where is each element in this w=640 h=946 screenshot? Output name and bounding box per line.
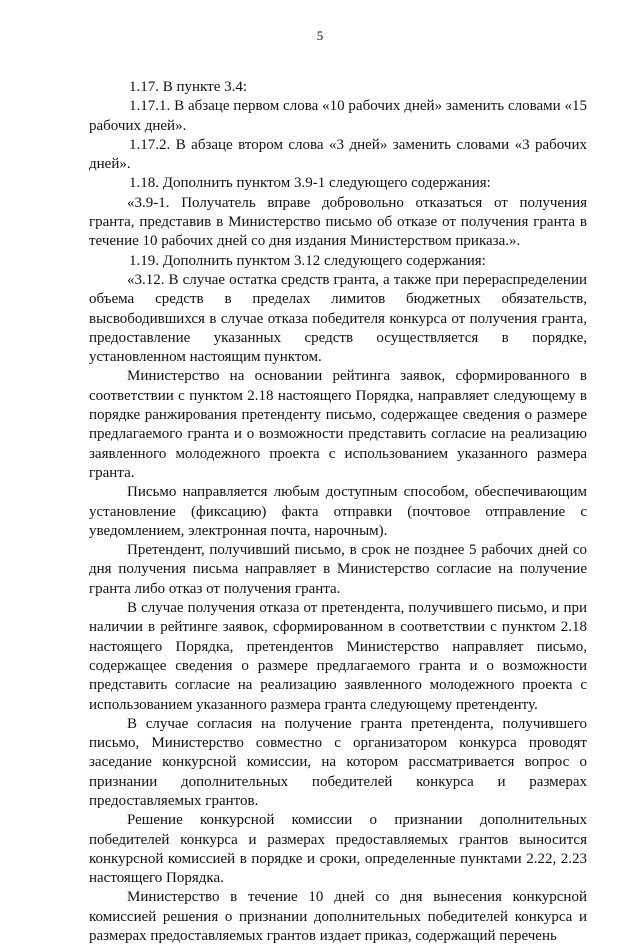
paragraph-ministry-letter: Министерство на основании рейтинга заявок, сформированного в соответствии с пунктом 2.18 настоящего Порядка, направляет следующему в порядке ранжирования претенденту письмо, содержащее сведения о размере предлагаемого гранта и о возможности представить согласие на реализацию заявленного молодежного проекта с использованием указанного размера гранта. bbox=[89, 368, 587, 481]
paragraph-3-12-text: «3.12. В случае остатка средств гранта, а также при перераспределении объема средств в пределах лимитов бюджетных обязательств, высвободившихся в случае отказа победителя конкурса от получения гранта, предоставление указанных средств осуществляется в порядке, установленном настоящим пунктом. bbox=[89, 271, 587, 366]
paragraph-refusal-case: В случае получения отказа от претендента, получившего письмо, и при наличии в рейтинге заявок, сформированном в соответствии с пунктом 2.18 настоящего Порядка, претендентов Министерство направляет письмо, содержащее сведения о размере предлагаемого гранта и о возможности представить согласие на реализацию заявленного молодежного проекта с использованием указанного размера гранта следующему претенденту. bbox=[89, 600, 587, 713]
paragraph-3-9-1-text: «3.9-1. Получатель вправе добровольно отказаться от получения гранта, представив в Министерство письмо об отказе от получения гранта в течение 10 рабочих дней со дня издания Министерством приказа.». bbox=[89, 194, 587, 250]
paragraph-1-17-1: 1.17.1. В абзаце первом слова «10 рабочих дней» заменить словами «15 рабочих дней». bbox=[89, 98, 587, 134]
paragraph-letter-sending: Письмо направляется любым доступным способом, обеспечивающим установление (фиксацию) факта отправки (почтовое отправление с уведомлением, электронная почта, нарочным). bbox=[89, 484, 587, 539]
paragraph-ministry-order: Министерство в течение 10 дней со дня вынесения конкурсной комиссией решения о признании дополнительных победителей конкурса и размерах предоставляемых грантов издает приказ, содержащий перечень bbox=[89, 889, 587, 945]
document-body bbox=[89, 78, 587, 946]
paragraph-1-17-2: 1.17.2. В абзаце втором слова «3 дней» заменить словами «3 рабочих дней». bbox=[89, 136, 587, 173]
paragraph-1-17: 1.17. В пункте 3.4: bbox=[129, 79, 248, 95]
paragraph-1-18: 1.18. Дополнить пунктом 3.9-1 следующего содержания: bbox=[129, 175, 491, 192]
paragraph-1-19: 1.19. Дополнить пунктом 3.12 следующего содержания: bbox=[129, 252, 486, 269]
paragraph-consent-case: В случае согласия на получение гранта претендента, получившего письмо, Министерство совместно с организатором конкурса проводят заседание конкурсной комиссии, на котором рассматривается вопрос о признании дополнительных победителей конкурса и размерах предоставляемых грантов. bbox=[89, 715, 587, 809]
paragraph-commission-decision: Решение конкурсной комиссии о признании дополнительных победителей конкурса и размерах предоставляемых грантов выносится конкурсной комиссией в порядке и сроки, определенные пунктами 2.22, 2.23 настоящего Порядка. bbox=[89, 812, 587, 887]
paragraph-applicant-response: Претендент, получивший письмо, в срок не позднее 5 рабочих дней со дня получения письма направляет в Министерство согласие на получение гранта либо отказ от получения гранта. bbox=[89, 542, 587, 597]
page-number: 5 bbox=[316, 28, 324, 43]
